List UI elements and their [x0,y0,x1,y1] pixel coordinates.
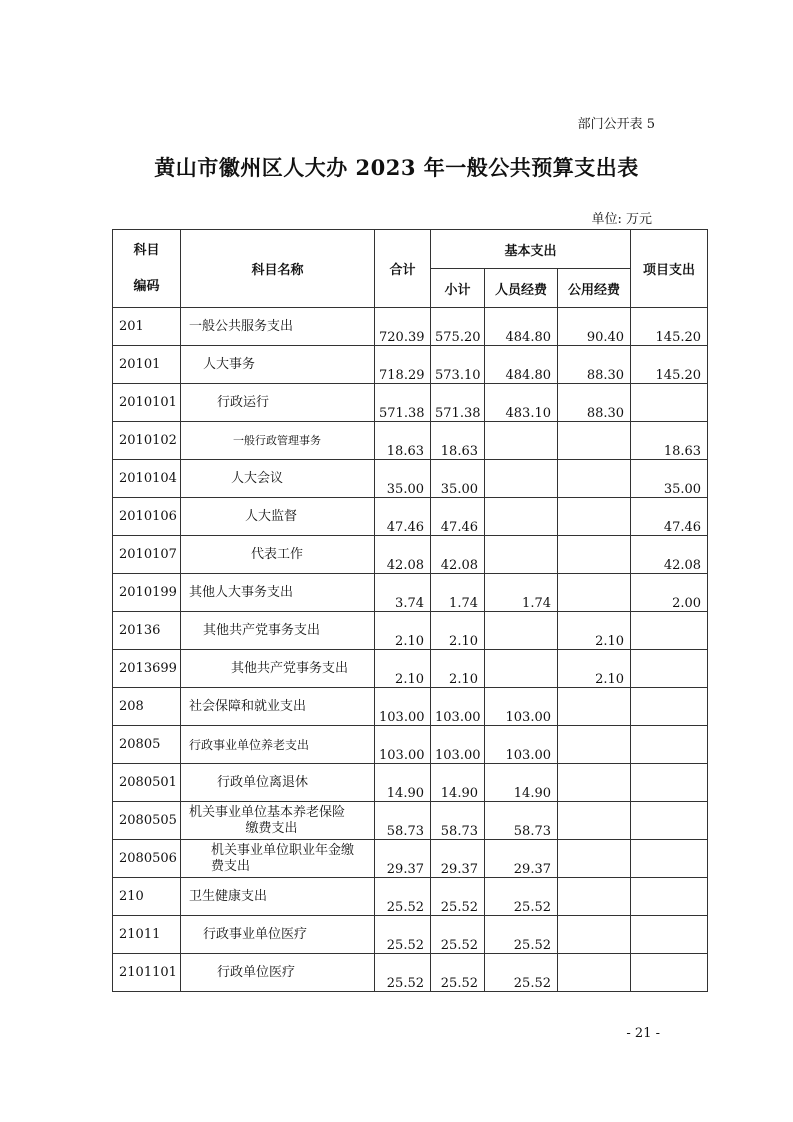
table-row [113,878,708,916]
row-subtotal: 25.52 [431,878,485,916]
row-total: 25.52 [375,916,431,954]
row-personnel: 25.52 [485,954,558,992]
row-personnel: 29.37 [485,840,558,878]
page-number: - 21 - [626,1026,660,1041]
row-name: 其他共产党事务支出 [181,650,375,688]
row-code: 2010101 [113,384,181,422]
row-public [558,422,631,460]
row-public [558,764,631,802]
row-code: 20805 [113,726,181,764]
row-personnel [485,650,558,688]
row-public [558,954,631,992]
row-public: 2.10 [558,612,631,650]
row-personnel: 58.73 [485,802,558,840]
table-row [113,840,708,878]
row-name [181,802,375,840]
table-row [113,954,708,992]
row-personnel: 103.00 [485,688,558,726]
row-name: 社会保障和就业支出 [181,688,375,726]
row-subtotal: 35.00 [431,460,485,498]
row-code: 2010102 [113,422,181,460]
row-subtotal: 25.52 [431,954,485,992]
row-total: 103.00 [375,688,431,726]
row-subtotal: 573.10 [431,346,485,384]
row-code: 2010106 [113,498,181,536]
row-subtotal: 42.08 [431,536,485,574]
row-name: 代表工作 [181,536,375,574]
row-public [558,688,631,726]
header-code-top: 科目 [133,242,160,258]
row-personnel: 25.52 [485,916,558,954]
row-subtotal: 47.46 [431,498,485,536]
row-code: 208 [113,688,181,726]
row-name: 人大会议 [181,460,375,498]
row-code: 210 [113,878,181,916]
row-personnel [485,498,558,536]
row-name: 一般行政管理事务 [181,422,375,460]
row-personnel: 103.00 [485,726,558,764]
row-project [631,916,708,954]
row-public [558,878,631,916]
row-project [631,612,708,650]
table-row [113,308,708,346]
row-name: 行政事业单位医疗 [181,916,375,954]
row-code: 2013699 [113,650,181,688]
row-project [631,384,708,422]
row-project: 18.63 [631,422,708,460]
row-public: 88.30 [558,384,631,422]
row-project [631,878,708,916]
row-code: 2080506 [113,840,181,878]
table-row [113,536,708,574]
row-total: 42.08 [375,536,431,574]
row-total: 2.10 [375,650,431,688]
row-total: 2.10 [375,612,431,650]
row-name: 一般公共服务支出 [181,308,375,346]
row-project [631,954,708,992]
row-project [631,840,708,878]
table-row [113,688,708,726]
row-total: 58.73 [375,802,431,840]
row-project: 47.46 [631,498,708,536]
row-code: 2080501 [113,764,181,802]
row-project: 35.00 [631,460,708,498]
row-name: 其他共产党事务支出 [181,612,375,650]
table-row [113,574,708,612]
row-public [558,536,631,574]
row-personnel [485,536,558,574]
row-code: 2101101 [113,954,181,992]
row-public: 2.10 [558,650,631,688]
budget-table [112,229,708,992]
row-total: 718.29 [375,346,431,384]
row-code: 2010199 [113,574,181,612]
row-total: 18.63 [375,422,431,460]
header-name: 科目名称 [181,230,375,308]
row-public [558,802,631,840]
row-subtotal: 575.20 [431,308,485,346]
row-subtotal: 58.73 [431,802,485,840]
table-row [113,650,708,688]
row-personnel: 1.74 [485,574,558,612]
row-total: 47.46 [375,498,431,536]
table-row [113,498,708,536]
row-name: 其他人大事务支出 [181,574,375,612]
table-row [113,346,708,384]
header-code-bottom: 编码 [133,278,160,294]
row-project: 2.00 [631,574,708,612]
row-personnel [485,460,558,498]
row-public: 90.40 [558,308,631,346]
row-subtotal: 18.63 [431,422,485,460]
row-code: 21011 [113,916,181,954]
page-title: 黄山市徽州区人大办 2023 年一般公共预算支出表 [154,155,639,180]
table-row [113,612,708,650]
table-row [113,802,708,840]
row-personnel: 483.10 [485,384,558,422]
row-name: 行政事业单位养老支出 [181,726,375,764]
row-name: 行政运行 [181,384,375,422]
row-public: 88.30 [558,346,631,384]
row-total: 29.37 [375,840,431,878]
row-project [631,726,708,764]
row-subtotal: 14.90 [431,764,485,802]
row-total: 25.52 [375,954,431,992]
header-basic: 基本支出 [431,230,631,269]
row-public [558,498,631,536]
row-subtotal: 571.38 [431,384,485,422]
row-subtotal: 2.10 [431,650,485,688]
table-row [113,422,708,460]
table-row [113,460,708,498]
table-row [113,726,708,764]
unit-label: 单位: 万元 [591,212,652,227]
row-project [631,650,708,688]
row-name: 卫生健康支出 [181,878,375,916]
row-total: 14.90 [375,764,431,802]
row-public [558,840,631,878]
row-project: 42.08 [631,536,708,574]
row-public [558,460,631,498]
row-subtotal: 103.00 [431,688,485,726]
row-name-text: 机关事业单位基本养老保险缴费支出 [189,804,346,836]
row-code: 20101 [113,346,181,384]
row-total: 571.38 [375,384,431,422]
row-project [631,764,708,802]
header-public: 公用经费 [558,269,631,308]
row-total: 103.00 [375,726,431,764]
row-personnel: 14.90 [485,764,558,802]
row-code: 20136 [113,612,181,650]
row-name: 行政单位离退休 [181,764,375,802]
row-total: 720.39 [375,308,431,346]
row-subtotal: 103.00 [431,726,485,764]
table-row [113,384,708,422]
header-subtotal: 小计 [431,269,485,308]
header-project: 项目支出 [631,230,708,308]
row-public [558,574,631,612]
row-subtotal: 25.52 [431,916,485,954]
table-tag: 部门公开表 5 [577,117,655,132]
row-name: 行政单位医疗 [181,954,375,992]
row-name: 人大事务 [181,346,375,384]
row-project: 145.20 [631,308,708,346]
header-code [113,230,181,308]
row-personnel: 25.52 [485,878,558,916]
row-project [631,688,708,726]
header-total: 合计 [375,230,431,308]
row-project [631,802,708,840]
row-subtotal: 1.74 [431,574,485,612]
row-code: 201 [113,308,181,346]
row-total: 3.74 [375,574,431,612]
row-name: 人大监督 [181,498,375,536]
row-public [558,726,631,764]
row-name-text: 机关事业单位职业年金缴费支出 [211,842,355,874]
header-personnel: 人员经费 [485,269,558,308]
row-code: 2010104 [113,460,181,498]
row-code: 2010107 [113,536,181,574]
row-personnel [485,422,558,460]
row-subtotal: 2.10 [431,612,485,650]
row-name [181,840,375,878]
row-personnel [485,612,558,650]
row-personnel: 484.80 [485,346,558,384]
row-public [558,916,631,954]
row-subtotal: 29.37 [431,840,485,878]
row-code: 2080505 [113,802,181,840]
row-total: 25.52 [375,878,431,916]
row-personnel: 484.80 [485,308,558,346]
row-total: 35.00 [375,460,431,498]
row-project: 145.20 [631,346,708,384]
table-row [113,916,708,954]
table-row [113,764,708,802]
